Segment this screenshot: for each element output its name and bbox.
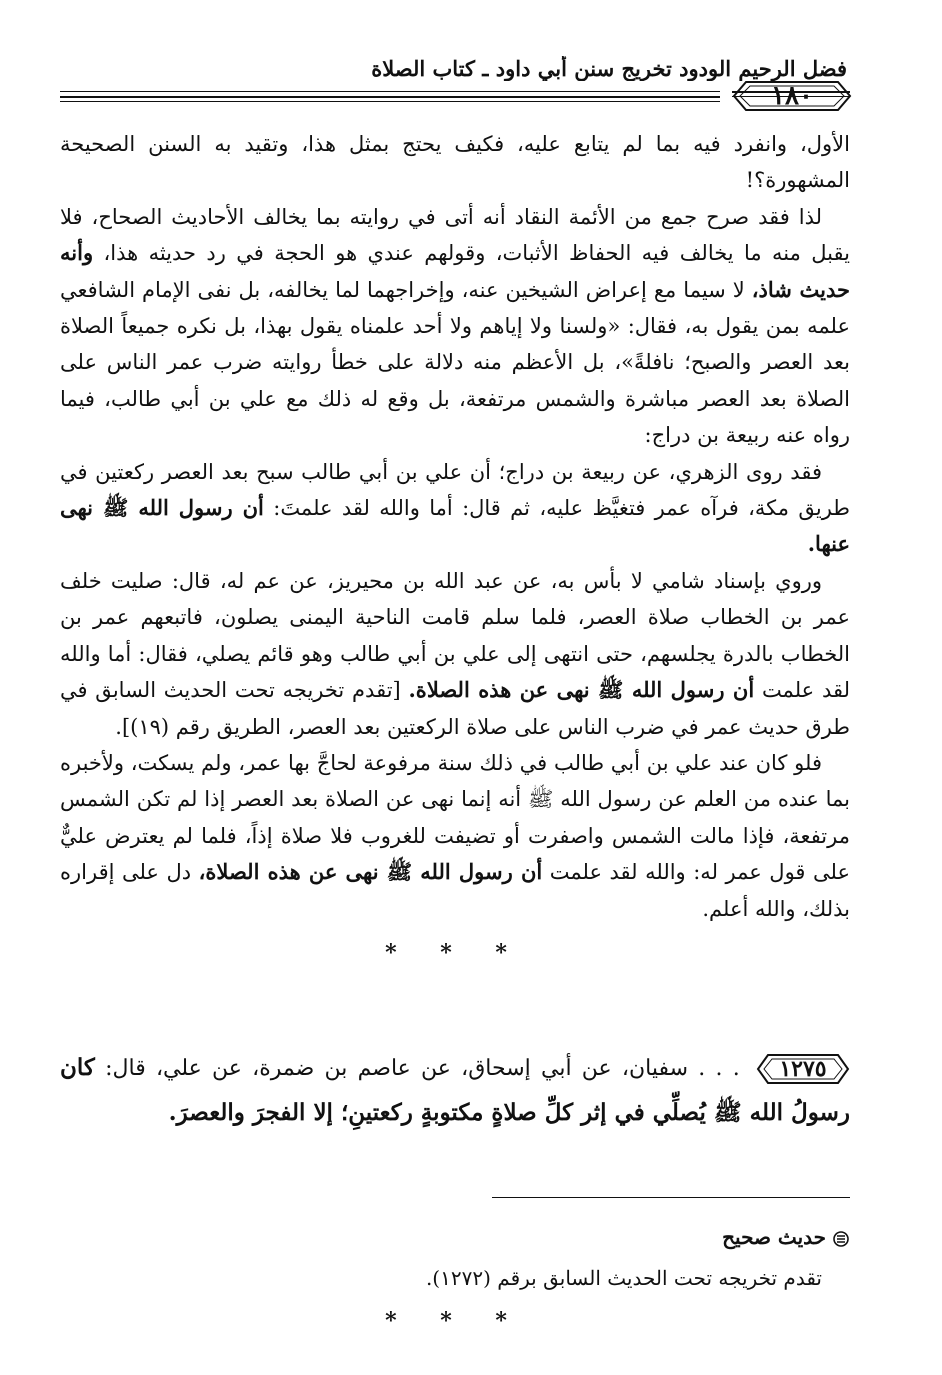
- text-segment: دل على إقراره بذلك، والله أعلم.: [60, 860, 850, 921]
- paragraph: [60, 199, 850, 454]
- footnote-rule: [492, 1197, 850, 1198]
- bold-text-segment: أن رسول الله ﷺ نهى عن هذه الصلاة،: [198, 859, 543, 885]
- grade-detail: تقدم تخريجه تحت الحديث السابق برقم (١٢٧٢).: [425, 1266, 822, 1290]
- running-header-title: فضل الرحيم الودود تخريج سنن أبي داود ـ كتاب الصلاة: [371, 56, 847, 81]
- paragraph: [60, 563, 850, 745]
- hadith-grade: [722, 1220, 850, 1254]
- hadith-chain: . . . سفيان، عن أبي إسحاق، عن عاصم بن ضمرة، عن علي، قال:: [94, 1056, 750, 1081]
- text-segment: لا سيما مع إعراض الشيخين عنه، وإخراجهما لما يخالفه، بل نفى الإمام الشافعي علمه بمن يقول به، فقال: «ولسنا ولا إياهم ولا أحد علمناه يقول بهذا، بل نكره جميعاً الصلاة بعد العصر والصبح؛ نافلةً»، بل الأعظم منه دلالة على خطأ روايته ضرب عمر الناس على الصلاة بعد العصر مباشرة والشمس مرتفعة، بل وقع له ذلك مع علي بن أبي طالب، فيما رواه عنه ربيعة بن دراج:: [60, 277, 850, 448]
- hadith-number: ١٢٧٥: [779, 1056, 827, 1082]
- hadith-block: [60, 1046, 850, 1136]
- text-segment: لذا فقد صرح جمع من الأئمة النقاد أنه أتى في روايته بما يخالف الأحاديث الصحاح، فلا يقبل منه ما يخالف فيه الحفاظ الأثبات، وقولهم عندي هو الحجة في رد حديثه هذا،: [60, 204, 850, 266]
- text-segment: [تقدم تخريجه تحت الحديث السابق في طرق حديث عمر في ضرب الناس على صلاة الركعتين بعد العصر، الطريق رقم (١٩)].: [60, 678, 850, 739]
- section-separator: * * *: [385, 939, 525, 966]
- header-rule: [60, 96, 720, 98]
- bold-text-segment: وأنه حديث شاذ،: [60, 240, 850, 302]
- header-rule: [60, 91, 720, 92]
- end-separator: * * *: [385, 1308, 525, 1334]
- text-segment: وروي بإسناد شامي لا بأس به، عن عبد الله بن محيريز، عن عم له، قال: صليت خلف عمر بن الخطاب صلاة العصر، فلما سلم قامت الناحية اليمنى يصلون، فاتبعهم عمر بن الخطاب بالدرة يجلسهم، حتى انتهى إلى علي بن أبي طالب وهو قائم يصلي، فقال: أما والله لقد علمت: [60, 568, 850, 703]
- text-segment: فلو كان عند علي بن أبي طالب في ذلك سنة مرفوعة لحاجَّ بها عمر، ولم يسكت، ولأخبره بما عنده من العلم عن رسول الله ﷺ أنه إنما نهى عن الصلاة بعد العصر إذا لم تكن الشمس مرتفعة، فإذا مالت الشمس واصفرت أو تضيفت للغروب فلا صلاة إذاً، فلما لم يعترض عليٌّ على قول عمر له: والله لقد علمت: [60, 750, 850, 885]
- bold-text-segment: أن رسول الله ﷺ نهى عن هذه الصلاة.: [408, 677, 755, 703]
- paragraph: [60, 126, 850, 199]
- page-number: ١٨٠: [771, 81, 813, 111]
- text-segment: فقد روى الزهري، عن ربيعة بن دراج؛ أن علي بن أبي طالب سبح بعد العصر ركعتين في طريق مكة، فرآه عمر فتغيَّظ عليه، ثم قال: أما والله لقد علمتَ:: [60, 459, 850, 521]
- bold-text-segment: أن رسول الله ﷺ نهى عنها.: [60, 495, 850, 557]
- paragraph: [60, 454, 850, 563]
- grade-label: حديث صحيح: [722, 1225, 826, 1249]
- text-segment: الأول، وانفرد فيه بما لم يتابع عليه، فكيف يحتج بمثل هذا، وتقيد به السنن الصحيحة المشهورة؟!: [60, 132, 850, 193]
- hadith-matn: كان رسولُ الله ﷺ يُصلِّي في إثر كلِّ صلاةٍ مكتوبةٍ ركعتينِ؛ إلا الفجرَ والعصرَ.: [60, 1054, 850, 1126]
- paragraph: [60, 745, 850, 927]
- hadith-number-badge: [756, 1052, 850, 1086]
- grade-marker-icon: [832, 1230, 850, 1248]
- main-text: [60, 126, 850, 975]
- header-rule: [60, 101, 720, 102]
